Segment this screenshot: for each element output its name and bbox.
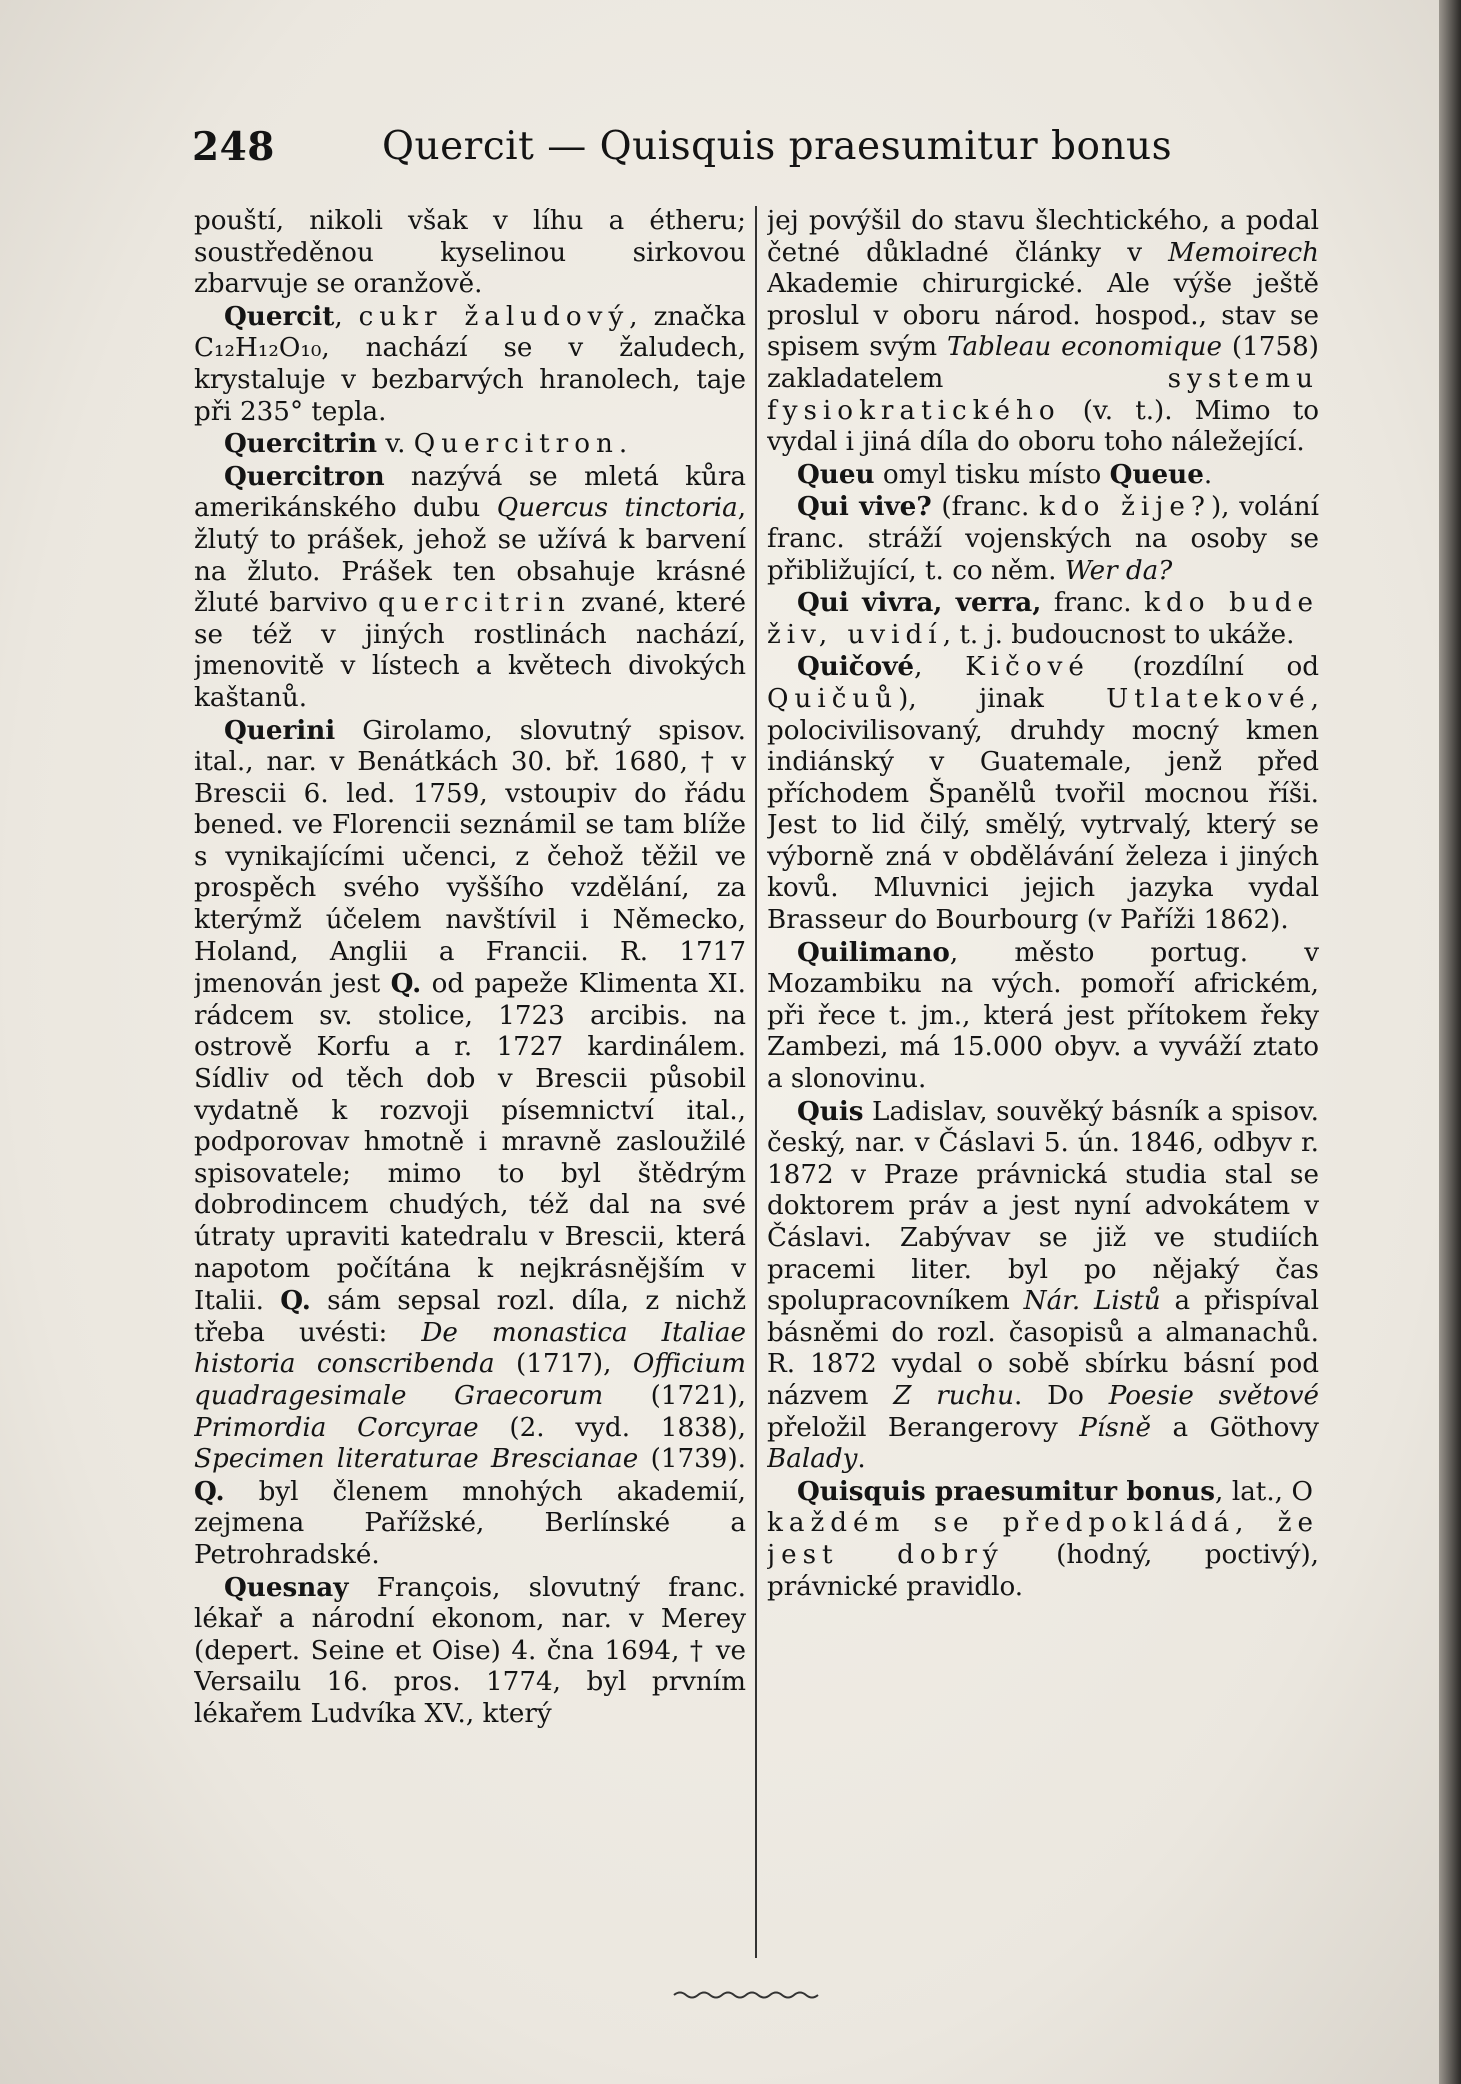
entry-querini: Querini Girolamo, slovutný spisov. ital., nar. v Benátkách 30. bř. 1680, † v Brescii 6. led. 1759, vstoupiv do řádu bened. ve Florencii seznámil se tam blíže s vynikajícími učenci, z čehož těžil ve prospěch svého vyššího vzdělání, za kterýmž účelem navštívil i Německo, Holand, Anglii a Francii. R. 1717 jmenován jest Q. od papeže Klimenta XI. rádcem sv. stolice, 1723 arcibis. na ostrově Korfu a r. 1727 kardinálem. Sídliv od těch dob v Brescii působil vydatně k rozvoji písemnictví ital., podporovav hmotně i mravně zasloužilé spisovatele; mimo to byl štědrým dobrodincem chudých, též dal na své útraty upraviti katedralu v Brescii, která napotom počítána k nejkrásnějším v Italii. Q. sám sepsal rozl. díla, z nichž třeba uvésti: De monastica Italiae historia conscribenda (1717), Officium quadragesimale Graecorum (1721), Primordia Corcyrae (2. vyd. 1838), Specimen literaturae Brescianae (1739). Q. byl členem mnohých akademií, zejmena Pařížské, Berlínské a Petrohradské. — [194, 714, 746, 1570]
end-ornament-icon — [672, 1988, 822, 2002]
headword: Qui vivra, verra, — [797, 587, 1042, 619]
headword: Quičové — [797, 651, 915, 683]
page-title: Quercit — Quisquis praesumitur bonus — [382, 124, 1173, 169]
entry-quicove: Quičové, Kičové (rozdílní od Quičuů), jinak Utlatekové, polocivilisovaný, druhdy mocný kmen indiánský v Guatemale, jenž před příchodem Španělů tvořil mocnou říši. Jest to lid čilý, smělý, vytrvalý, který se výborně zná v obdělávání železa i jiných kovů. Mluvnici jejich jazyka vydal Brasseur do Bourbourg (v Paříži 1862). — [767, 651, 1319, 936]
entry-quercitron: Quercitron nazývá se mletá kůra amerikánského dubu Quercus tinctoria, žlutý to prášek, jehož se užívá k barvení na žluto. Prášek ten obsahuje krásné žluté barvivo quercitrin zvané, které se též v jiných rostlinách nachází, jmenovitě v lístech a květech divokých kaštanů. — [194, 460, 746, 713]
headword: Quercitrin — [224, 428, 378, 460]
headword: Quesnay — [224, 1571, 349, 1603]
headword: Querini — [224, 714, 336, 746]
headword: Qui vive? — [797, 491, 932, 523]
entry-quis: Quis Ladislav, souvěký básník a spisov. český, nar. v Čáslavi 5. ún. 1846, odbyv r. 1872 v Praze právnická studia stal se doktorem práv a jest nyní advokátem v Čáslavi. Zabývav se již ve studiích pracemi liter. byl po nějaký čas spolupracovníkem Nár. Listů a přispíval básněmi do rozl. časopisů a almanachů. R. 1872 vydal o sobě sbírku básní pod názvem Z ruchu. Do Poesie světové přeložil Berangerovy Písně a Göthovy Balady. — [767, 1095, 1319, 1475]
headword: Queu — [797, 458, 875, 490]
column-divider — [755, 206, 757, 1958]
entry-continuation: jej povýšil do stavu šlechtického, a podal četné důkladné články v Memoirech Akademie chirurgické. Ale výše ještě proslul v oboru národ. hospod., stav se spisem svým Tableau economique (1758) zakladatelem systemu fysiokratického (v. t.). Mimo to vydal i jiná díla do oboru toho náležející. — [767, 206, 1319, 458]
headword: Quilimano — [797, 936, 950, 968]
entry-quercitrin: Quercitrin v. Quercitron. — [224, 428, 628, 460]
left-column — [194, 206, 746, 1966]
running-header — [192, 118, 1173, 178]
right-column — [767, 206, 1319, 1966]
entry-quilimano: Quilimano, město portug. v Mozambiku na vých. pomoří africkém, při řece t. jm., která jest přítokem řeky Zambezi, má 15.000 obyv. a vyváží ztato a slonovinu. — [767, 936, 1319, 1095]
headword: Quisquis praesumitur bonus — [797, 1475, 1215, 1507]
headword: Quercit — [224, 300, 335, 332]
page-number: 248 — [192, 124, 275, 170]
entry-quercit: Quercit, cukr žaludový, značka C₁₂H₁₂O₁₀, nachází se v žaludech, krystaluje v bezbarvých hranolech, taje při 235° tepla. — [194, 300, 746, 427]
entry-qui-vive: Qui vive? (franc. kdo žije?), volání franc. stráží vojenských na osoby se přibližující, t. co něm. Wer da? — [767, 491, 1319, 586]
entry-quisquis: Quisquis praesumitur bonus, lat., O každém se předpokládá, že jest dobrý (hodný, poctivý), právnické pravidlo. — [767, 1475, 1319, 1602]
headword: Quis — [797, 1095, 864, 1127]
entry-quesnay: Quesnay François, slovutný franc. lékař a národní ekonom, nar. v Merey (depert. Seine et Oise) 4. čna 1694, † ve Versailu 16. pros. 1774, byl prvním lékařem Ludvíka XV., který — [194, 1571, 746, 1729]
entry-qui-vivra: Qui vivra, verra, franc. kdo bude živ, uvidí, t. j. budoucnost to ukáže. — [767, 587, 1319, 650]
headword: Quercitron — [224, 460, 385, 492]
page-edge-shadow — [1439, 0, 1461, 2084]
entry-queu: Queu omyl tisku místo Queue. — [797, 458, 1213, 490]
entry-continuation: pouští, nikoli však v líhu a étheru; soustředěnou kyselinou sirkovou zbarvuje se oranžově. — [194, 206, 746, 300]
